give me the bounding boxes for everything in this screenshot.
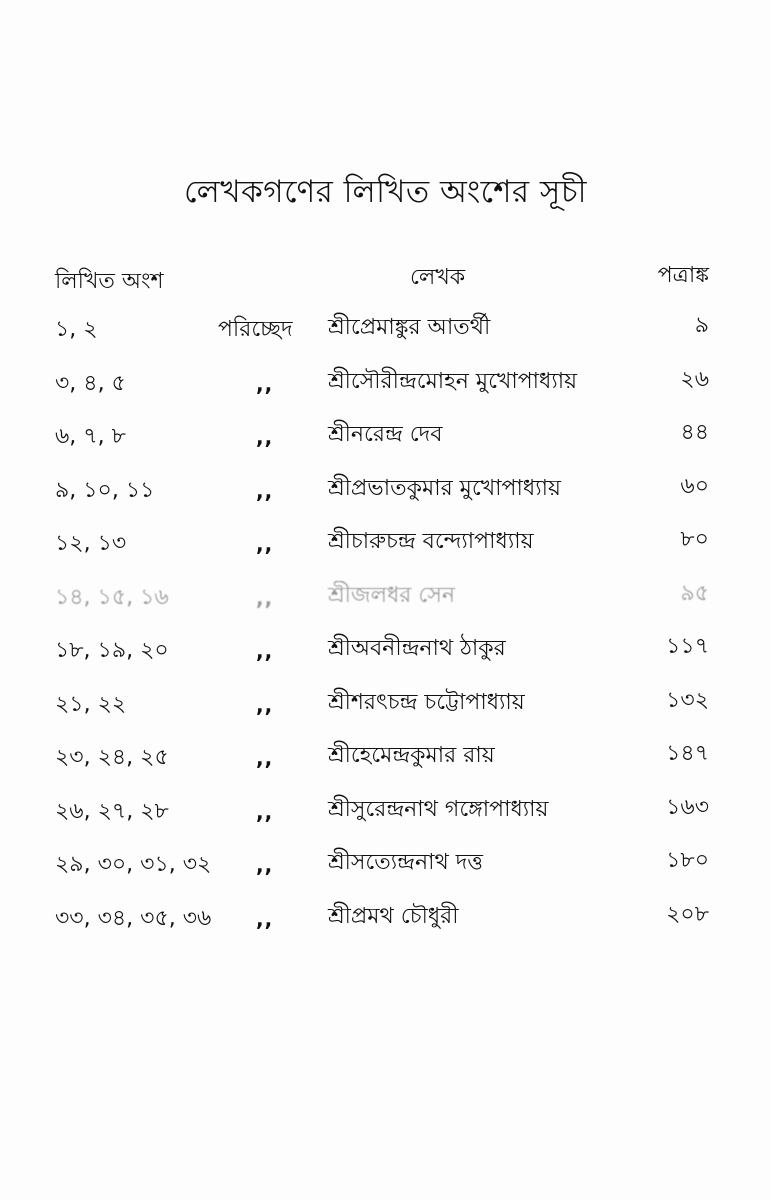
row-parts: ২১, ২২ [55, 691, 127, 717]
row-author: শ্রীপ্রেমাঙ্কুর আতর্থী [328, 315, 491, 340]
ditto-mark: ,, [256, 853, 274, 877]
chapter-label: পরিচ্ছেদ [218, 317, 293, 342]
header-parts: লিখিত অংশ [55, 269, 164, 294]
row-parts: ১৮, ১৯, ২০ [55, 638, 169, 663]
table-row [0, 786, 771, 840]
table-row [0, 732, 771, 786]
row-page: ২৬ [680, 366, 709, 392]
ditto-mark: ,, [256, 906, 274, 931]
table-row [0, 518, 771, 572]
ditto-mark: ,, [256, 478, 274, 503]
ditto-mark: ,, [256, 692, 274, 717]
row-page: ২০৮ [666, 901, 709, 927]
ditto-mark: ,, [256, 585, 274, 610]
row-parts: ৯, ১০, ১১ [55, 477, 155, 503]
row-parts: ১৪, ১৫, ১৬ [55, 584, 169, 610]
row-page: ৯ [694, 313, 709, 338]
row-author: শ্রীহেমেন্দ্রকুমার রায় [328, 743, 495, 768]
table-row [0, 572, 771, 626]
table-row [0, 465, 771, 519]
row-author: শ্রীশরৎচন্দ্র চট্টোপাধ্যায় [328, 689, 525, 715]
ditto-mark: ,, [256, 425, 274, 449]
row-author: শ্রীপ্রভাতকুমার মুখোপাধ্যায় [328, 475, 561, 501]
row-page: ৬০ [680, 473, 709, 499]
row-author: শ্রীসুরেন্দ্রনাথ গঙ্গোপাধ্যায় [328, 796, 549, 822]
row-parts: ১, ২ [55, 317, 98, 342]
row-page: ৪৪ [680, 420, 709, 445]
row-parts: ৩৩, ৩৪, ৩৫, ৩৬ [55, 905, 212, 931]
row-page: ৯৫ [680, 580, 709, 606]
page-title: লেখকগণের লিখিত অংশের সূচী [184, 174, 587, 210]
row-parts: ১২, ১৩ [55, 531, 127, 556]
row-author: শ্রীঅবনীন্দ্রনাথ ঠাকুর [328, 636, 506, 661]
row-author: শ্রীসৌরীন্দ্রমোহন মুখোপাধ্যায় [328, 368, 578, 394]
row-page: ৮০ [680, 527, 709, 552]
row-page: ১৪৭ [666, 741, 709, 766]
table-row [0, 839, 771, 893]
header-page: পত্রাঙ্ক [657, 263, 709, 288]
row-page: ১৩২ [666, 687, 709, 713]
table-body [0, 304, 771, 946]
row-parts: ২৬, ২৭, ২৮ [55, 798, 169, 824]
table-row [0, 304, 771, 358]
ditto-mark: ,, [256, 532, 274, 556]
row-page: ১৮০ [666, 848, 709, 873]
row-author: শ্রীপ্রমথ চৌধুরী [328, 903, 459, 929]
table-row [0, 893, 771, 947]
table-header [0, 258, 771, 294]
table-row [0, 679, 771, 733]
row-page: ১৬৩ [666, 794, 709, 820]
row-parts: ২৩, ২৪, ২৫ [55, 745, 169, 770]
ditto-mark: ,, [256, 746, 274, 770]
row-author: শ্রীচারুচন্দ্র বন্দ্যোপাধ্যায় [328, 529, 534, 554]
row-author: শ্রীজলধর সেন [328, 582, 455, 608]
row-parts: ২৯, ৩০, ৩১, ৩২ [55, 852, 212, 877]
row-page: ১১৭ [666, 634, 709, 659]
row-parts: ৩, ৪, ৫ [55, 370, 126, 396]
ditto-mark: ,, [256, 639, 274, 663]
ditto-mark: ,, [256, 799, 274, 824]
row-author: শ্রীনরেন্দ্র দেব [328, 422, 443, 447]
ditto-mark: ,, [256, 371, 274, 396]
table-row [0, 358, 771, 412]
row-author: শ্রীসত্যেন্দ্রনাথ দত্ত [328, 850, 483, 875]
table-row [0, 625, 771, 679]
row-parts: ৬, ৭, ৮ [55, 424, 126, 449]
header-author: লেখক [410, 265, 466, 290]
table-row [0, 411, 771, 465]
